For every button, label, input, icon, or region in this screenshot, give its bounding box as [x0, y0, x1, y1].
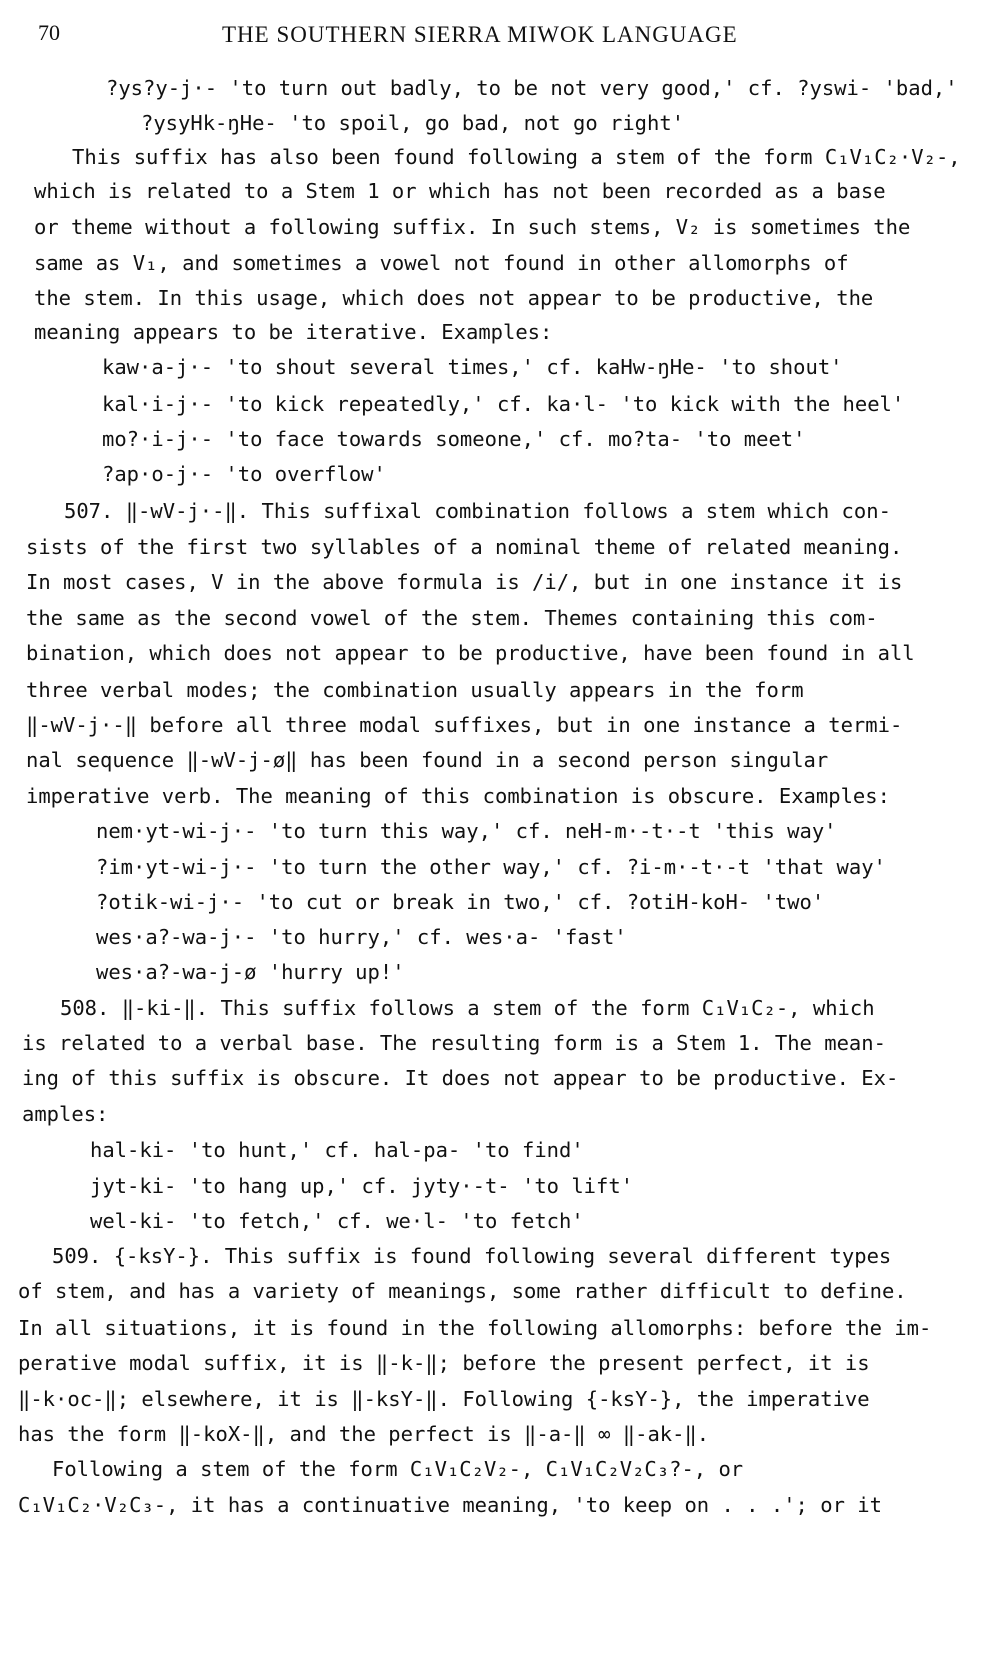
section-heading-509: 509. {-ksY-}. This suffix is found following several different types	[52, 1244, 892, 1268]
text-line: same as V₁, and sometimes a vowel not found in other allomorphs of	[34, 251, 849, 275]
example-line: ?ap·o-j·- 'to overflow'	[102, 462, 386, 486]
running-title: THE SOUTHERN SIERRA MIWOK LANGUAGE	[222, 22, 738, 47]
example-line: nem·yt-wi-j·- 'to turn this way,' cf. neH-m·-t·-t 'this way'	[96, 819, 837, 843]
text-line: the same as the second vowel of the stem. Themes containing this com-	[26, 606, 878, 630]
text-line: perative modal suffix, it is ‖-k-‖; before the present perfect, it is	[18, 1351, 870, 1375]
text-line: has the form ‖-koX-‖, and the perfect is ‖-a-‖ ∞ ‖-ak-‖.	[18, 1422, 710, 1446]
text-line: meaning appears to be iterative. Examples:	[34, 320, 553, 344]
section-heading-508: 508. ‖-ki-‖. This suffix follows a stem of the form C₁V₁C₂-, which	[60, 996, 875, 1020]
text-line: nal sequence ‖-wV-j-ø‖ has been found in a second person singular	[26, 748, 829, 772]
text-line: or theme without a following suffix. In such stems, V₂ is sometimes the	[34, 215, 911, 239]
example-line: wes·a?-wa-j-ø 'hurry up!'	[96, 960, 405, 984]
text-line: In most cases, V in the above formula is /i/, but in one instance it is	[26, 570, 903, 594]
text-line: is related to a verbal base. The resulting form is a Stem 1. The mean-	[22, 1031, 886, 1055]
text-line: In all situations, it is found in the following allomorphs: before the im-	[18, 1316, 932, 1340]
section-heading-507: 507. ‖-wV-j·-‖. This suffixal combination follows a stem which con-	[64, 499, 891, 523]
example-line: kaw·a-j·- 'to shout several times,' cf. kaHw-ŋHe- 'to shout'	[102, 355, 843, 379]
text-line: ‖-k·oc-‖; elsewhere, it is ‖-ksY-‖. Following {-ksY-}, the imperative	[18, 1387, 870, 1411]
page-number: 70	[38, 20, 60, 45]
text-line: ?ys?y-j·- 'to turn out badly, to be not very good,' cf. ?yswi- 'bad,'	[106, 76, 958, 100]
text-line: Following a stem of the form C₁V₁C₂V₂-, C₁V₁C₂V₂C₃?-, or	[52, 1457, 744, 1481]
example-line: ?im·yt-wi-j·- 'to turn the other way,' cf. ?i-m·-t·-t 'that way'	[96, 855, 886, 879]
text-line: ‖-wV-j·-‖ before all three modal suffixes, but in one instance a termi-	[26, 713, 903, 737]
text-line: the stem. In this usage, which does not appear to be productive, the	[34, 286, 874, 310]
text-line: C₁V₁C₂·V₂C₃-, it has a continuative meaning, 'to keep on . . .'; or it	[18, 1493, 882, 1517]
page-header	[0, 20, 1008, 52]
example-line: wes·a?-wa-j·- 'to hurry,' cf. wes·a- 'fast'	[96, 925, 627, 949]
text-line: ing of this suffix is obscure. It does not appear to be productive. Ex-	[22, 1066, 899, 1090]
text-line: bination, which does not appear to be productive, have been found in all	[26, 641, 915, 665]
example-line: ?otik-wi-j·- 'to cut or break in two,' cf. ?otiH-koH- 'two'	[96, 890, 825, 914]
example-line: mo?·i-j·- 'to face towards someone,' cf. mo?ta- 'to meet'	[102, 427, 806, 451]
example-line: hal-ki- 'to hunt,' cf. hal-pa- 'to find'	[90, 1138, 584, 1162]
text-line: sists of the first two syllables of a nominal theme of related meaning.	[26, 535, 903, 559]
example-line: jyt-ki- 'to hang up,' cf. jyty·-t- 'to lift'	[90, 1174, 634, 1198]
text-line: This suffix has also been found following a stem of the form C₁V₁C₂·V₂-,	[72, 145, 961, 169]
example-line: kal·i-j·- 'to kick repeatedly,' cf. ka·l- 'to kick with the heel'	[102, 392, 905, 416]
text-line: amples:	[22, 1102, 109, 1126]
text-line: imperative verb. The meaning of this combination is obscure. Examples:	[26, 784, 890, 808]
text-line: three verbal modes; the combination usually appears in the form	[26, 678, 804, 702]
text-line: which is related to a Stem 1 or which has not been recorded as a base	[34, 179, 886, 203]
example-line: wel-ki- 'to fetch,' cf. we·l- 'to fetch'	[90, 1209, 584, 1233]
text-line: of stem, and has a variety of meanings, some rather difficult to define.	[18, 1279, 907, 1303]
text-line: ?ysyHk-ŋHe- 'to spoil, go bad, not go right'	[141, 111, 685, 135]
